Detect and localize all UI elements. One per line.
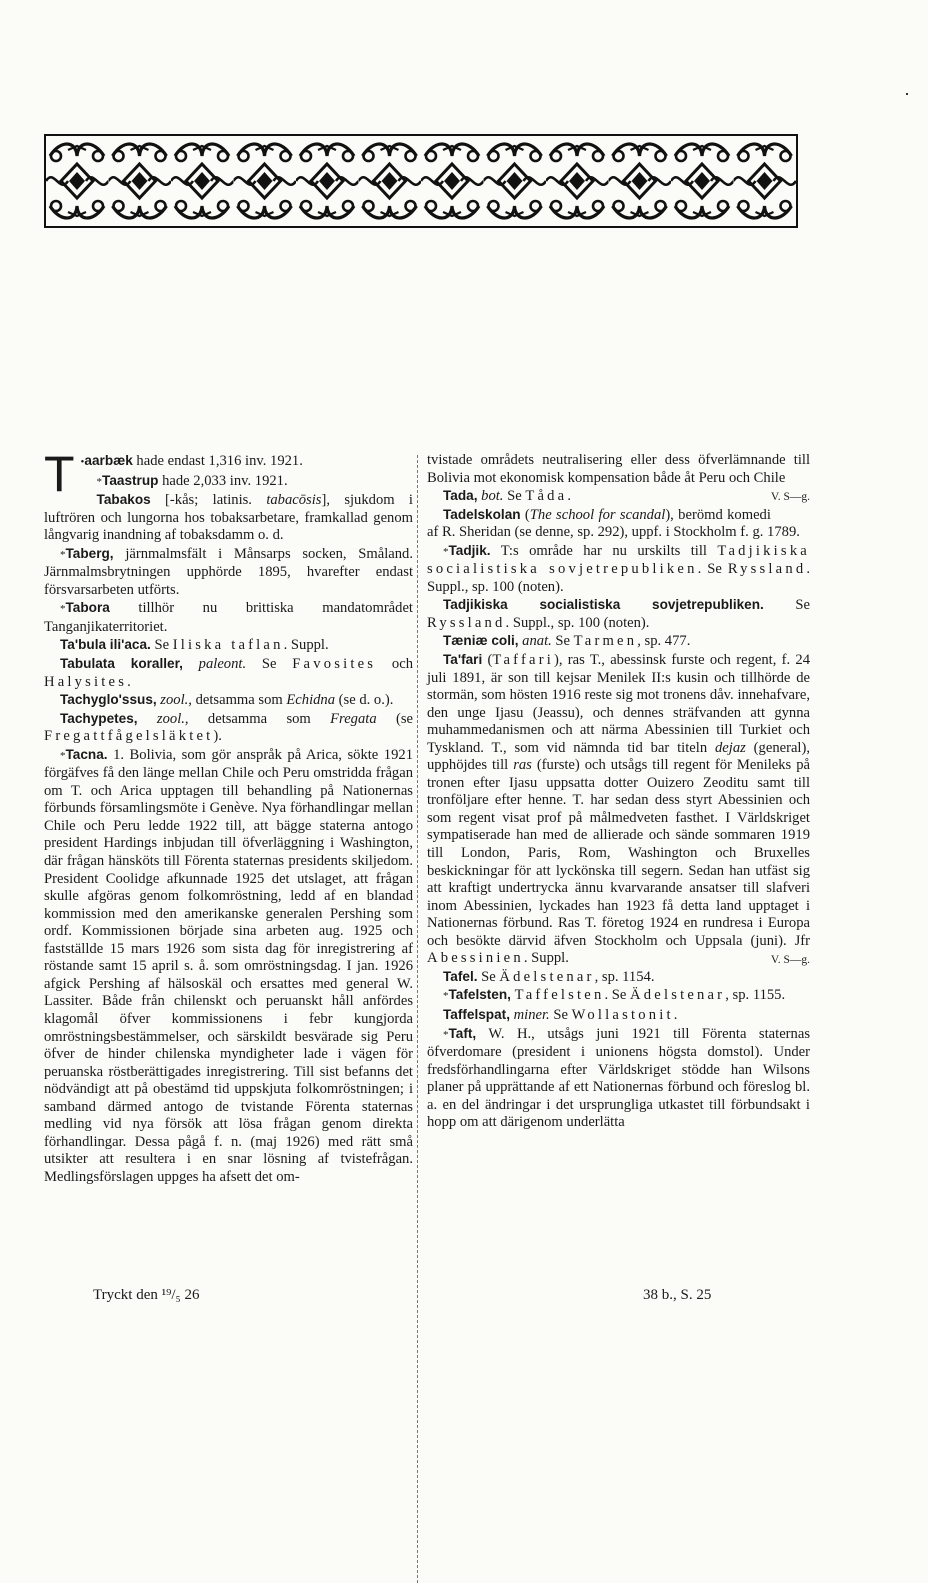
- entry-text: ), ras T., abessinsk furste och regent, f. 24 juli 1891, är son till kejsar Menilek II:s kusin och tillhörde de stormän, som hösten 1916 reste sig mot tronens dåv. innehafvare, den unge Ijasu (Jeassu), och dennes sträfvanden att gynna muhammedanismen och att närma Abessinien till Turkiet och Tyskland. T., som vid nämnda tid bar titeln: [427, 652, 811, 756]
- entry-text: .: [673, 1006, 678, 1023]
- entry-italic: tabacōsis: [266, 492, 322, 509]
- entry-text: Se: [551, 633, 574, 650]
- headword: Tabulata koraller,: [60, 656, 183, 672]
- entry-text: järnmalmsfält i Månsarps socken, Småland. Järnmalmsbrytningen upphörde 1895, hvarefter endast försvarsarbeten utförts.: [44, 545, 413, 598]
- entry-italic: ras: [513, 757, 532, 774]
- headword: aarbæk: [84, 453, 133, 468]
- entry-text: ), berömd komedi af R. Sheridan (se denne, sp. 292), uppf. i Stockholm f. g. 1789.: [427, 506, 800, 541]
- ornamental-header-band: [44, 134, 798, 228]
- author-signature: V. S—g.: [770, 954, 810, 967]
- speck: [906, 93, 908, 95]
- entry-taastrup: *Taastrup hade 2,033 inv. 1921.: [96, 472, 288, 489]
- entry-tabula-iliaca: [44, 636, 413, 655]
- entry-text: Se: [763, 597, 810, 614]
- headword: Tafelsten,: [448, 987, 511, 1003]
- entry-text: ], sjukdom i luftrören och lungorna hos tobaksarbetare, framkallad genom långvarig inandning af tobaksdamm o. d.: [44, 492, 413, 544]
- cross-reference: Tadjikiska socialistiska sovjetrepubliken: [427, 542, 810, 578]
- entry-text: . Suppl.: [283, 637, 329, 654]
- headword: Tachyglo'ssus,: [60, 692, 157, 708]
- cross-reference: Fregattfågelsläktet: [44, 728, 214, 745]
- entry-text: Se: [549, 1006, 572, 1023]
- entry-tada: [427, 487, 810, 506]
- entry-text: .: [127, 673, 131, 690]
- cross-reference: Iliska taflan: [172, 637, 284, 654]
- headword: Taastrup: [102, 472, 159, 488]
- entry-italic: zool.: [156, 692, 189, 709]
- column-divider: [417, 455, 418, 1583]
- entry-text: . Se: [604, 987, 631, 1004]
- cross-reference: Ädelstenar: [630, 987, 726, 1004]
- headword: Tabakos: [96, 492, 151, 508]
- entry-text: 1. Bolivia, som gör anspråk på Arica, sökte 1921 förgäfves få den länge mellan Chile och Peru omstridda frågan om T. och Arica upptagen till behandling på Nationernas förbunds församlingsmöte i Genève. Nya förhandlingar mellan Chile och Peru ledde 1922 till, att bägge staterna antogo president Hardings inbjudan till öfverläggning i Washington, där frågan hänsköts till Förenta staternas presidents skiljedom. President Coolidge afkunnade 1925 det utslaget, att frågan skulle afgöras genom folkomröstning, ledd af en blandad kommission med den amerikanske generalen Pershing som ordf. Kommissionen började sina arbeten aug. 1925 och fastställde 15 mars 1926 som sista dag för inregistrering af röstande samt 15 april s. å. som omröstningsdag. I jan. 1926 afgick Pershing af hälsoskäl och ersattes med general W. Lassiter. Både från chilenskt och peruanskt håll anfördes klagomål öfver kommissionens i febr kungjorda omröstningsbestämmelser, och särskildt besvärade sig Peru öfver de hinder chilenska myndigheter lade i vägen för peruanska röstberättigades inregistrering. Till sist befanns det nödvändigt att på obestämd tid uppskjuta folkomröstningen; i samband därmed antogo de tvistande Förenta staternas medling vid nya försök att lösa frågan genom direkta förhandlingar. Dessa pågå f. n. (maj 1926) med rätt små utsikter att resultera i en snar lösning af tvistefrågan. Medlingsförslagen uppges ha afsett det om-: [44, 746, 413, 1185]
- entry-text: .: [567, 488, 571, 505]
- entry-text: (se: [376, 710, 413, 727]
- right-column: [427, 452, 810, 1132]
- headword: Taffelspat,: [443, 1006, 510, 1022]
- entry-taeniae-coli: [427, 632, 810, 651]
- entry-text: hade endast 1,316 inv. 1921.: [132, 453, 303, 469]
- entry-text: . Suppl.: [523, 950, 569, 967]
- entry-text: (furste) och utsågs till regent för Menileks på tronen efter Ijasu uppsatta dotter Ouizero Zeoditu samt till tronföljare efter henne. T. har sedan dess styrt Abessinien och som regent visat prof på målmedveten fasthet. I Världskriget sympatiserade han med de allierade och sände sommaren 1919 till London, Paris, Rom, Washington och Bruxelles beskickningar för att lyckönska till segern. Sedan han utfäst sig att kraftigt undertrycka ännu kvarvarande ansatser till slafveri inom Abessinien, lyckades han 1923 få detta land upptaget i Nationernas förbund. Ras T. företog 1924 en rundresa i Europa och besökte därvid äfven Stockholm och Uppsala (juni). Jfr: [427, 757, 810, 949]
- entry-text: , sp. 477.: [637, 633, 691, 650]
- cross-reference: Ädelstenar: [499, 968, 595, 985]
- entry-tacna: *Tacna. 1. Bolivia, som gör anspråk på Arica, sökte 1921 förgäfves få den länge mellan Chile och Peru omstridda frågan om T. och Arica upptagen till behandling på Nationernas förbunds församlingsmöte i Genève. Nya förhandlingar mellan Chile och Peru ledde 1922 till, att bägge staterna antogo president Hardings inbjudan till öfverläggning i Washington, där frågan hänsköts till Förenta staternas presidents skiljedom. President Coolidge afkunnade 1925 det utslaget, att frågan skulle afgöras genom folkomröstning, ledd af en blandad kommission med den amerikanske generalen Pershing som ordf. Kommissionen började sina arbeten aug. 1925 och fastställde 15 mars 1926 som sista dag för inregistrering af röstande samt 15 april s. å. som omröstningsdag. I jan. 1926 afgick Pershing af hälsoskäl och ersattes med general W. Lassiter. Både från chilenskt och peruanskt håll anfördes klagomål öfver kommissionens i febr kungjorda omröstningsbestämmelser, och särskildt besvärade sig Peru öfver de hinder chilenska myndigheter lade i vägen för peruanska röstberättigades inregistrering. Till sist befanns det nödvändigt att på obestämd tid uppskjuta folkomröstningen; i samband därmed antogo de tvistande Förenta staternas medling vid nya försök att lösa frågan genom direkta förhandlingar. Dessa pågå f. n. (maj 1926) med rätt små utsikter att resultera i en snar lösning af tvistefrågan. Medlingsförslagen uppges ha afsett det om-: [44, 746, 413, 1185]
- entry-tadjik: *Tadjik. T:s område har nu urskilts till Tadjikiska socialistiska sovjetrepubliken. Se Ryssland. Suppl., sp. 100 (noten).: [427, 542, 810, 595]
- entry-text: Se: [246, 656, 293, 673]
- headword: Tacna.: [65, 746, 108, 762]
- entry-italic: bot.: [477, 488, 504, 505]
- entry-italic: anat.: [518, 633, 552, 650]
- entry-tafari: [427, 651, 810, 968]
- drop-cap: T: [44, 446, 75, 502]
- entry-text: , sp. 1154.: [594, 968, 655, 985]
- entry-text: ).: [213, 728, 222, 745]
- cross-reference: Halysites: [44, 673, 128, 690]
- entry-text: och: [376, 656, 413, 673]
- headword: Taberg,: [65, 545, 114, 561]
- entry-taberg: *Taberg, järnmalmsfält i Månsarps socken, Småland. Järnmalmsbrytningen upphörde 1895, hvarefter endast försvarsarbeten utförts.: [44, 545, 413, 598]
- cross-reference: Wollastonit: [571, 1006, 674, 1023]
- entry-italic: paleont.: [182, 656, 247, 673]
- headword: Tafel.: [443, 968, 478, 984]
- entry-text: Se: [150, 637, 173, 654]
- headword: Tæniæ coli,: [443, 633, 519, 649]
- ornament-pattern: [46, 136, 796, 226]
- entry-text: . Se: [697, 561, 728, 578]
- print-date: Tryckt den ¹⁹/₅ 26: [93, 1287, 200, 1303]
- entry-tabulata-koraller: [44, 655, 413, 691]
- entry-text: W. H., utsågs juni 1921 till Förenta staternas öfverdomare (president i unionens högsta domstol). Under fredsförhandlingarna efter Världskriget stödde han Wilsons planer på upprättande af ett Nationernas förbund och föreslog bl. a. en del ändringar i det ursprungliga utkastet till förbundsakt i hopp om att därigenom underlätta: [427, 1025, 810, 1131]
- entry-tachyglossus: [44, 691, 413, 710]
- headword: Tachypetes,: [60, 710, 138, 726]
- cross-reference: Taffari: [492, 652, 555, 669]
- headword: Tabora: [65, 600, 110, 616]
- cross-reference: Ryssland: [427, 614, 506, 631]
- entry-text: . Suppl., sp. 100 (noten).: [427, 561, 810, 595]
- cross-reference: Tarmen: [573, 633, 638, 650]
- entry-taft: *Taft, W. H., utsågs juni 1921 till Förenta staternas öfverdomare (president i unionens högsta domstol). Under fredsförhandlingarna efter Världskriget stödde han Wilsons planer på upprättande af ett Nationernas förbund och föreslog bl. a. en del ändringar i det ursprungliga utkastet till förbundsakt i hopp om att därigenom underlätta: [427, 1025, 810, 1131]
- entry-italic: dejaz: [715, 739, 746, 756]
- left-column: [44, 446, 413, 1186]
- entry-text: , detsamma som: [188, 692, 287, 709]
- entry-text: hade 2,033 inv. 1921.: [158, 472, 288, 489]
- entry-text: [-kås; latinis.: [150, 492, 267, 509]
- cross-reference: Taffelsten: [514, 987, 605, 1004]
- entry-italic: Fregata: [330, 710, 377, 727]
- entry-text: , sp. 1155.: [725, 987, 786, 1004]
- entry-tafelsten: *Tafelsten, Taffelsten. Se Ädelstenar, sp. 1155.: [443, 987, 786, 1004]
- entry-text: Se: [477, 968, 500, 985]
- entry-text: , detsamma som: [184, 710, 331, 727]
- entry-text: T:s område har nu urskilts till: [490, 542, 718, 559]
- entry-tachypetes: [44, 710, 413, 746]
- entry-tadjikiska: [427, 596, 810, 632]
- entry-text: (: [482, 652, 493, 669]
- entry-italic: zool.: [137, 710, 185, 727]
- headword: Tadjikiska socialistiska sovjetrepubliken.: [443, 597, 764, 613]
- entry-tabora: *Tabora tillhör nu brittiska mandatområdet Tanganjikaterritoriet.: [44, 600, 413, 635]
- headword: Tadjik.: [448, 542, 491, 558]
- entry-text: . Suppl., sp. 100 (noten).: [505, 614, 650, 631]
- entry-tafel: [427, 968, 810, 987]
- cross-reference: Ryssland: [727, 561, 807, 578]
- sheet-signature: 38 b., S. 25: [643, 1287, 712, 1303]
- entry-tadelskolan: [427, 506, 810, 542]
- headword: Taft,: [448, 1025, 477, 1041]
- entry-tabakos: [44, 491, 413, 545]
- headword: Tadelskolan: [443, 506, 521, 522]
- entry-taffelspat: [427, 1006, 810, 1025]
- entry-text: Se: [503, 488, 526, 505]
- cross-reference: Favosites: [292, 656, 377, 673]
- entry-taarbaek: • T aarbæk hade endast 1,316 inv. 1921.: [44, 446, 303, 502]
- entry-text: (general), upphöjdes till: [427, 739, 810, 774]
- entry-italic: The school for scandal: [529, 506, 666, 523]
- headword: Ta'bula ili'aca.: [60, 637, 151, 653]
- cross-reference: Tåda: [525, 488, 568, 505]
- entry-text: (: [520, 506, 530, 523]
- cross-reference: Abessinien: [427, 950, 524, 967]
- entry-text: (se d. o.).: [335, 692, 394, 709]
- entry-text: tvistade områdets neutralisering eller dess öfverlämnande till Bolivia mot ekonomisk kompensation både åt Peru och Chile: [427, 452, 810, 486]
- entry-italic: Echidna: [286, 692, 336, 709]
- entry-text: tillhör nu brittiska mandatområdet Tanganjikaterritoriet.: [44, 600, 413, 635]
- author-signature: V. S—g.: [770, 491, 810, 504]
- headword: Tada,: [443, 488, 478, 504]
- headword: Ta'fari: [443, 652, 483, 668]
- entry-italic: miner.: [509, 1006, 550, 1023]
